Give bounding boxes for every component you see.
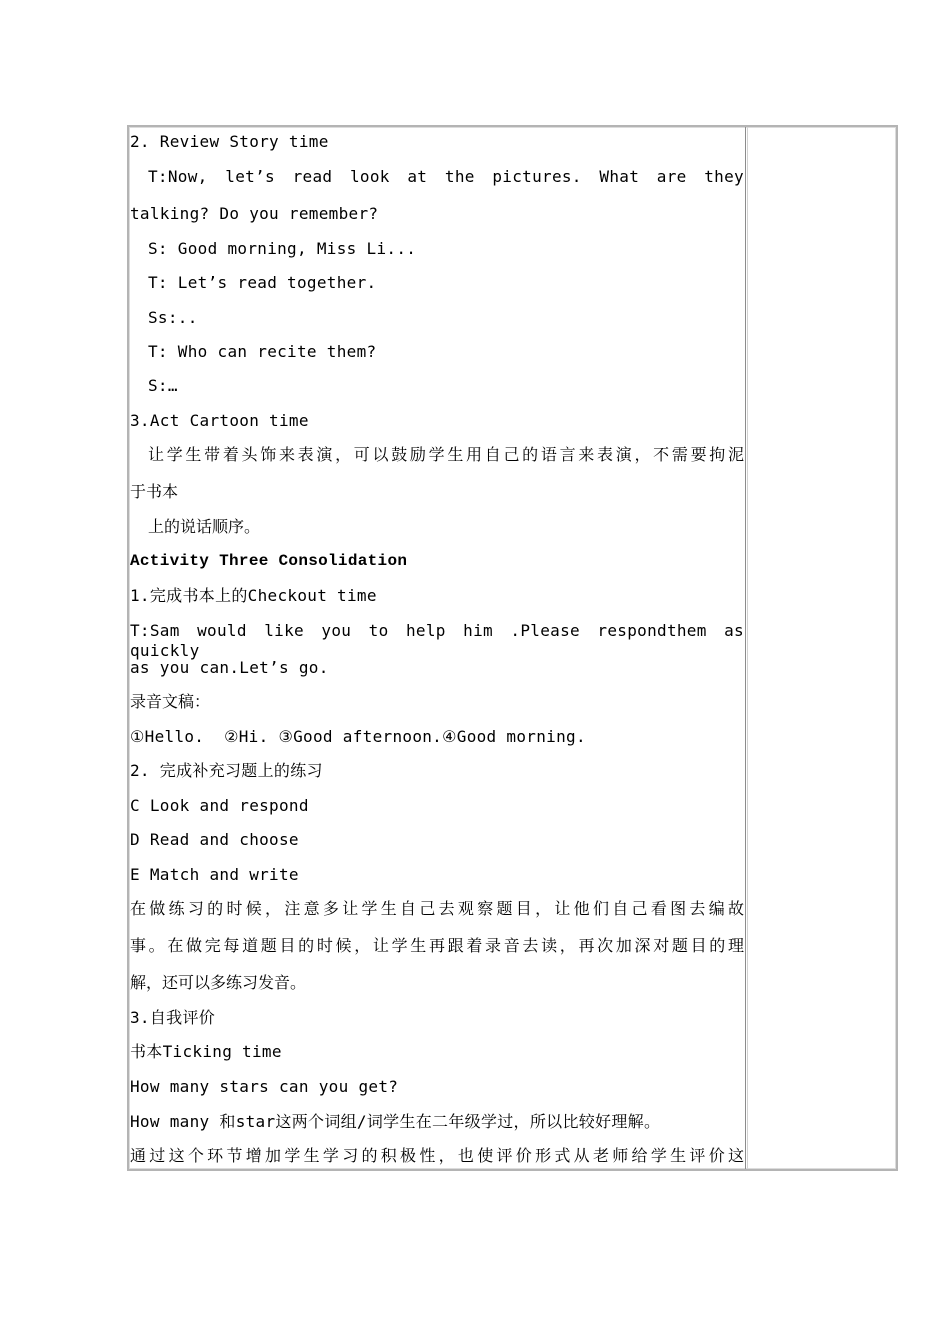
column-divider-shadow <box>747 127 748 1169</box>
student-line: S:… <box>148 376 178 395</box>
exercise-item: D Read and choose <box>130 830 299 849</box>
section-heading-act-cartoon: 3.Act Cartoon time <box>130 411 309 430</box>
teacher-line: T:Now, let’s read look at the pictures. What are they <box>148 167 744 186</box>
step-heading-exercises: 2. 完成补充习题上的练习 <box>130 761 323 780</box>
note-paragraph: 在做练习的时候，注意多让学生自己去观察题目，让他们自己看图去编故 <box>130 899 744 918</box>
column-divider <box>745 127 746 1169</box>
note-paragraph-continued: 解，还可以多练习发音。 <box>130 973 307 992</box>
ticking-time-line: 书本Ticking time <box>130 1042 282 1061</box>
instruction-paragraph-continued: 上的说话顺序。 <box>148 517 261 536</box>
instruction-paragraph: 让学生带着头饰来表演，可以鼓励学生用自己的语言来表演，不需要拘泥 <box>148 445 744 464</box>
teacher-line: T: Let’s read together. <box>148 273 377 292</box>
exercise-item: C Look and respond <box>130 796 309 815</box>
teacher-line: T:Sam would like you to help him .Please respondthem as quickly <box>130 621 744 660</box>
instruction-paragraph-continued: 于书本 <box>130 482 179 501</box>
section-heading-review-story: 2. Review Story time <box>130 132 329 151</box>
recording-script-label: 录音文稿： <box>130 692 211 711</box>
step-heading-checkout: 1.完成书本上的Checkout time <box>130 586 377 605</box>
note-paragraph-continued: 事。在做完每道题目的时候，让学生再跟着录音去读，再次加深对题目的理 <box>130 936 744 955</box>
teacher-line-continued: talking? Do you remember? <box>130 204 379 223</box>
explanation-line: How many 和star这两个词组/词学生在二年级学过，所以比较好理解。 <box>130 1112 661 1131</box>
students-line: Ss:.. <box>148 308 198 327</box>
recording-script-items: ①Hello. ②Hi. ③Good afternoon.④Good morning. <box>130 727 586 746</box>
question-line: How many stars can you get? <box>130 1077 399 1096</box>
activity-three-heading: Activity Three Consolidation <box>130 552 408 570</box>
step-heading-self-evaluation: 3.自我评价 <box>130 1008 216 1027</box>
student-line: S: Good morning, Miss Li... <box>148 239 417 258</box>
exercise-item: E Match and write <box>130 865 299 884</box>
lesson-content-cell <box>130 127 744 1167</box>
teacher-line-continued: as you can.Let’s go. <box>130 658 329 677</box>
teacher-line: T: Who can recite them? <box>148 342 377 361</box>
explanation-line-continued: 通过这个环节增加学生学习的积极性，也使评价形式从老师给学生评价这 <box>130 1146 744 1165</box>
